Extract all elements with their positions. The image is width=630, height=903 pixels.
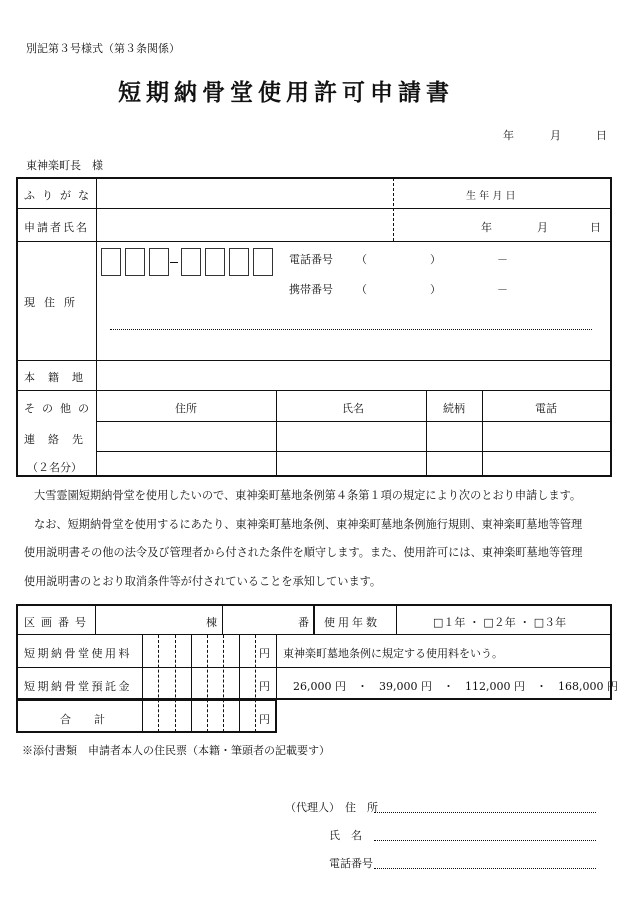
postal-hyphen xyxy=(170,262,178,263)
page-title: 短期納骨堂使用許可申請書 xyxy=(118,79,454,106)
statement xyxy=(16,482,616,596)
mobile-dash: － xyxy=(497,283,508,296)
usage-yen: 円 xyxy=(259,647,270,660)
domicile-field[interactable] xyxy=(97,362,610,389)
usage-fee-label: 短期納骨堂使用料 xyxy=(24,647,132,660)
furigana-label: ふりがな xyxy=(24,189,96,202)
birth-month[interactable]: 月 xyxy=(537,221,548,234)
phone-paren-close: ） xyxy=(430,253,441,266)
date-month: 月 xyxy=(550,129,561,142)
building-unit: 棟 xyxy=(206,616,217,629)
agent-name-label: 氏 名 xyxy=(329,829,362,842)
usage-fee-note: 東神楽町墓地条例に規定する使用料をいう。 xyxy=(283,647,503,660)
form-code: 別記第３号様式（第３条関係） xyxy=(26,42,180,55)
date-year: 年 xyxy=(503,129,514,142)
deposit-label: 短期納骨堂預託金 xyxy=(24,680,132,693)
mobile-paren-open: （ xyxy=(356,283,367,296)
agent-phone-label: 電話番号 xyxy=(329,857,373,870)
phone-paren-open: （ xyxy=(356,253,367,266)
postal-code-box[interactable] xyxy=(149,248,169,276)
agent-address-line[interactable] xyxy=(374,812,596,813)
birth-year[interactable]: 年 xyxy=(481,221,492,234)
birth-day[interactable]: 日 xyxy=(590,221,601,234)
agent-name-line[interactable] xyxy=(374,840,596,841)
deposit-options[interactable]: 26,000 円 ・ 39,000 円 ・ 112,000 円 ・ 168,000 円 xyxy=(293,680,618,693)
addressee: 東神楽町長 様 xyxy=(26,159,103,172)
years-of-use-options[interactable]: □１年 ・ □２年 ・ □３年 xyxy=(433,616,567,629)
number-unit: 番 xyxy=(298,616,309,629)
deposit-yen: 円 xyxy=(259,680,270,693)
column-address: 住所 xyxy=(175,402,197,415)
agent-phone-line[interactable] xyxy=(374,868,596,869)
postal-code-box[interactable] xyxy=(205,248,225,276)
postal-code-box[interactable] xyxy=(253,248,273,276)
attachment-note: ※添付書類 申請者本人の住民票（本籍・筆頭者の記載要す） xyxy=(22,744,330,757)
address-label: 現住所 xyxy=(24,296,84,309)
other-contacts-label-3: （２名分） xyxy=(27,461,82,474)
contact-row-1[interactable] xyxy=(97,423,610,450)
date-day: 日 xyxy=(596,129,607,142)
birth-date-label: 生 年 月 日 xyxy=(466,191,516,202)
postal-code-box[interactable] xyxy=(229,248,249,276)
applicant-name-label: 申請者氏名 xyxy=(24,221,89,234)
statement-line: なお、短期納骨堂を使用するにあたり、東神楽町墓地条例、東神楽町墓地条例施行規則、東神楽町墓地等管理 xyxy=(34,517,583,531)
statement-line: 使用説明書のとおり取消条件等が付されていることを承知しています。 xyxy=(24,574,382,588)
agent-label: （代理人） xyxy=(285,801,340,814)
other-contacts-label-2: 連絡先 xyxy=(24,433,96,446)
other-contacts-label-1: その他の xyxy=(24,402,96,415)
years-of-use-label: 使用年数 xyxy=(324,616,380,629)
statement-line: 大雪霊園短期納骨堂を使用したいので、東神楽町墓地条例第４条第１項の規定により次のとおり申請します。 xyxy=(34,489,582,502)
phone-label: 電話番号 xyxy=(289,253,333,266)
column-name: 氏名 xyxy=(342,402,364,415)
furigana-field[interactable] xyxy=(97,179,392,207)
contact-row-2[interactable] xyxy=(97,453,610,475)
number-field[interactable] xyxy=(224,606,294,633)
agent-address-label: 住 所 xyxy=(345,801,378,814)
mobile-label: 携帯番号 xyxy=(289,283,333,296)
building-field[interactable] xyxy=(97,606,202,633)
statement-line: 使用説明書その他の法令及び管理者から付された条件を順守します。また、使用許可には、東神楽町墓地等管理 xyxy=(24,546,583,559)
postal-code-box[interactable] xyxy=(181,248,201,276)
total-label: 合 計 xyxy=(60,713,111,726)
mobile-paren-close: ） xyxy=(430,283,441,296)
domicile-label: 本籍地 xyxy=(24,371,96,384)
postal-code-box[interactable] xyxy=(125,248,145,276)
address-line[interactable] xyxy=(110,329,592,330)
section-number-label: 区画番号 xyxy=(24,616,92,629)
postal-code-box[interactable] xyxy=(101,248,121,276)
total-amount-field[interactable] xyxy=(143,701,255,731)
phone-dash: － xyxy=(497,253,508,266)
column-phone: 電話 xyxy=(535,402,557,415)
total-yen: 円 xyxy=(259,713,270,726)
column-relationship: 続柄 xyxy=(443,402,465,415)
applicant-name-field[interactable] xyxy=(97,210,392,240)
